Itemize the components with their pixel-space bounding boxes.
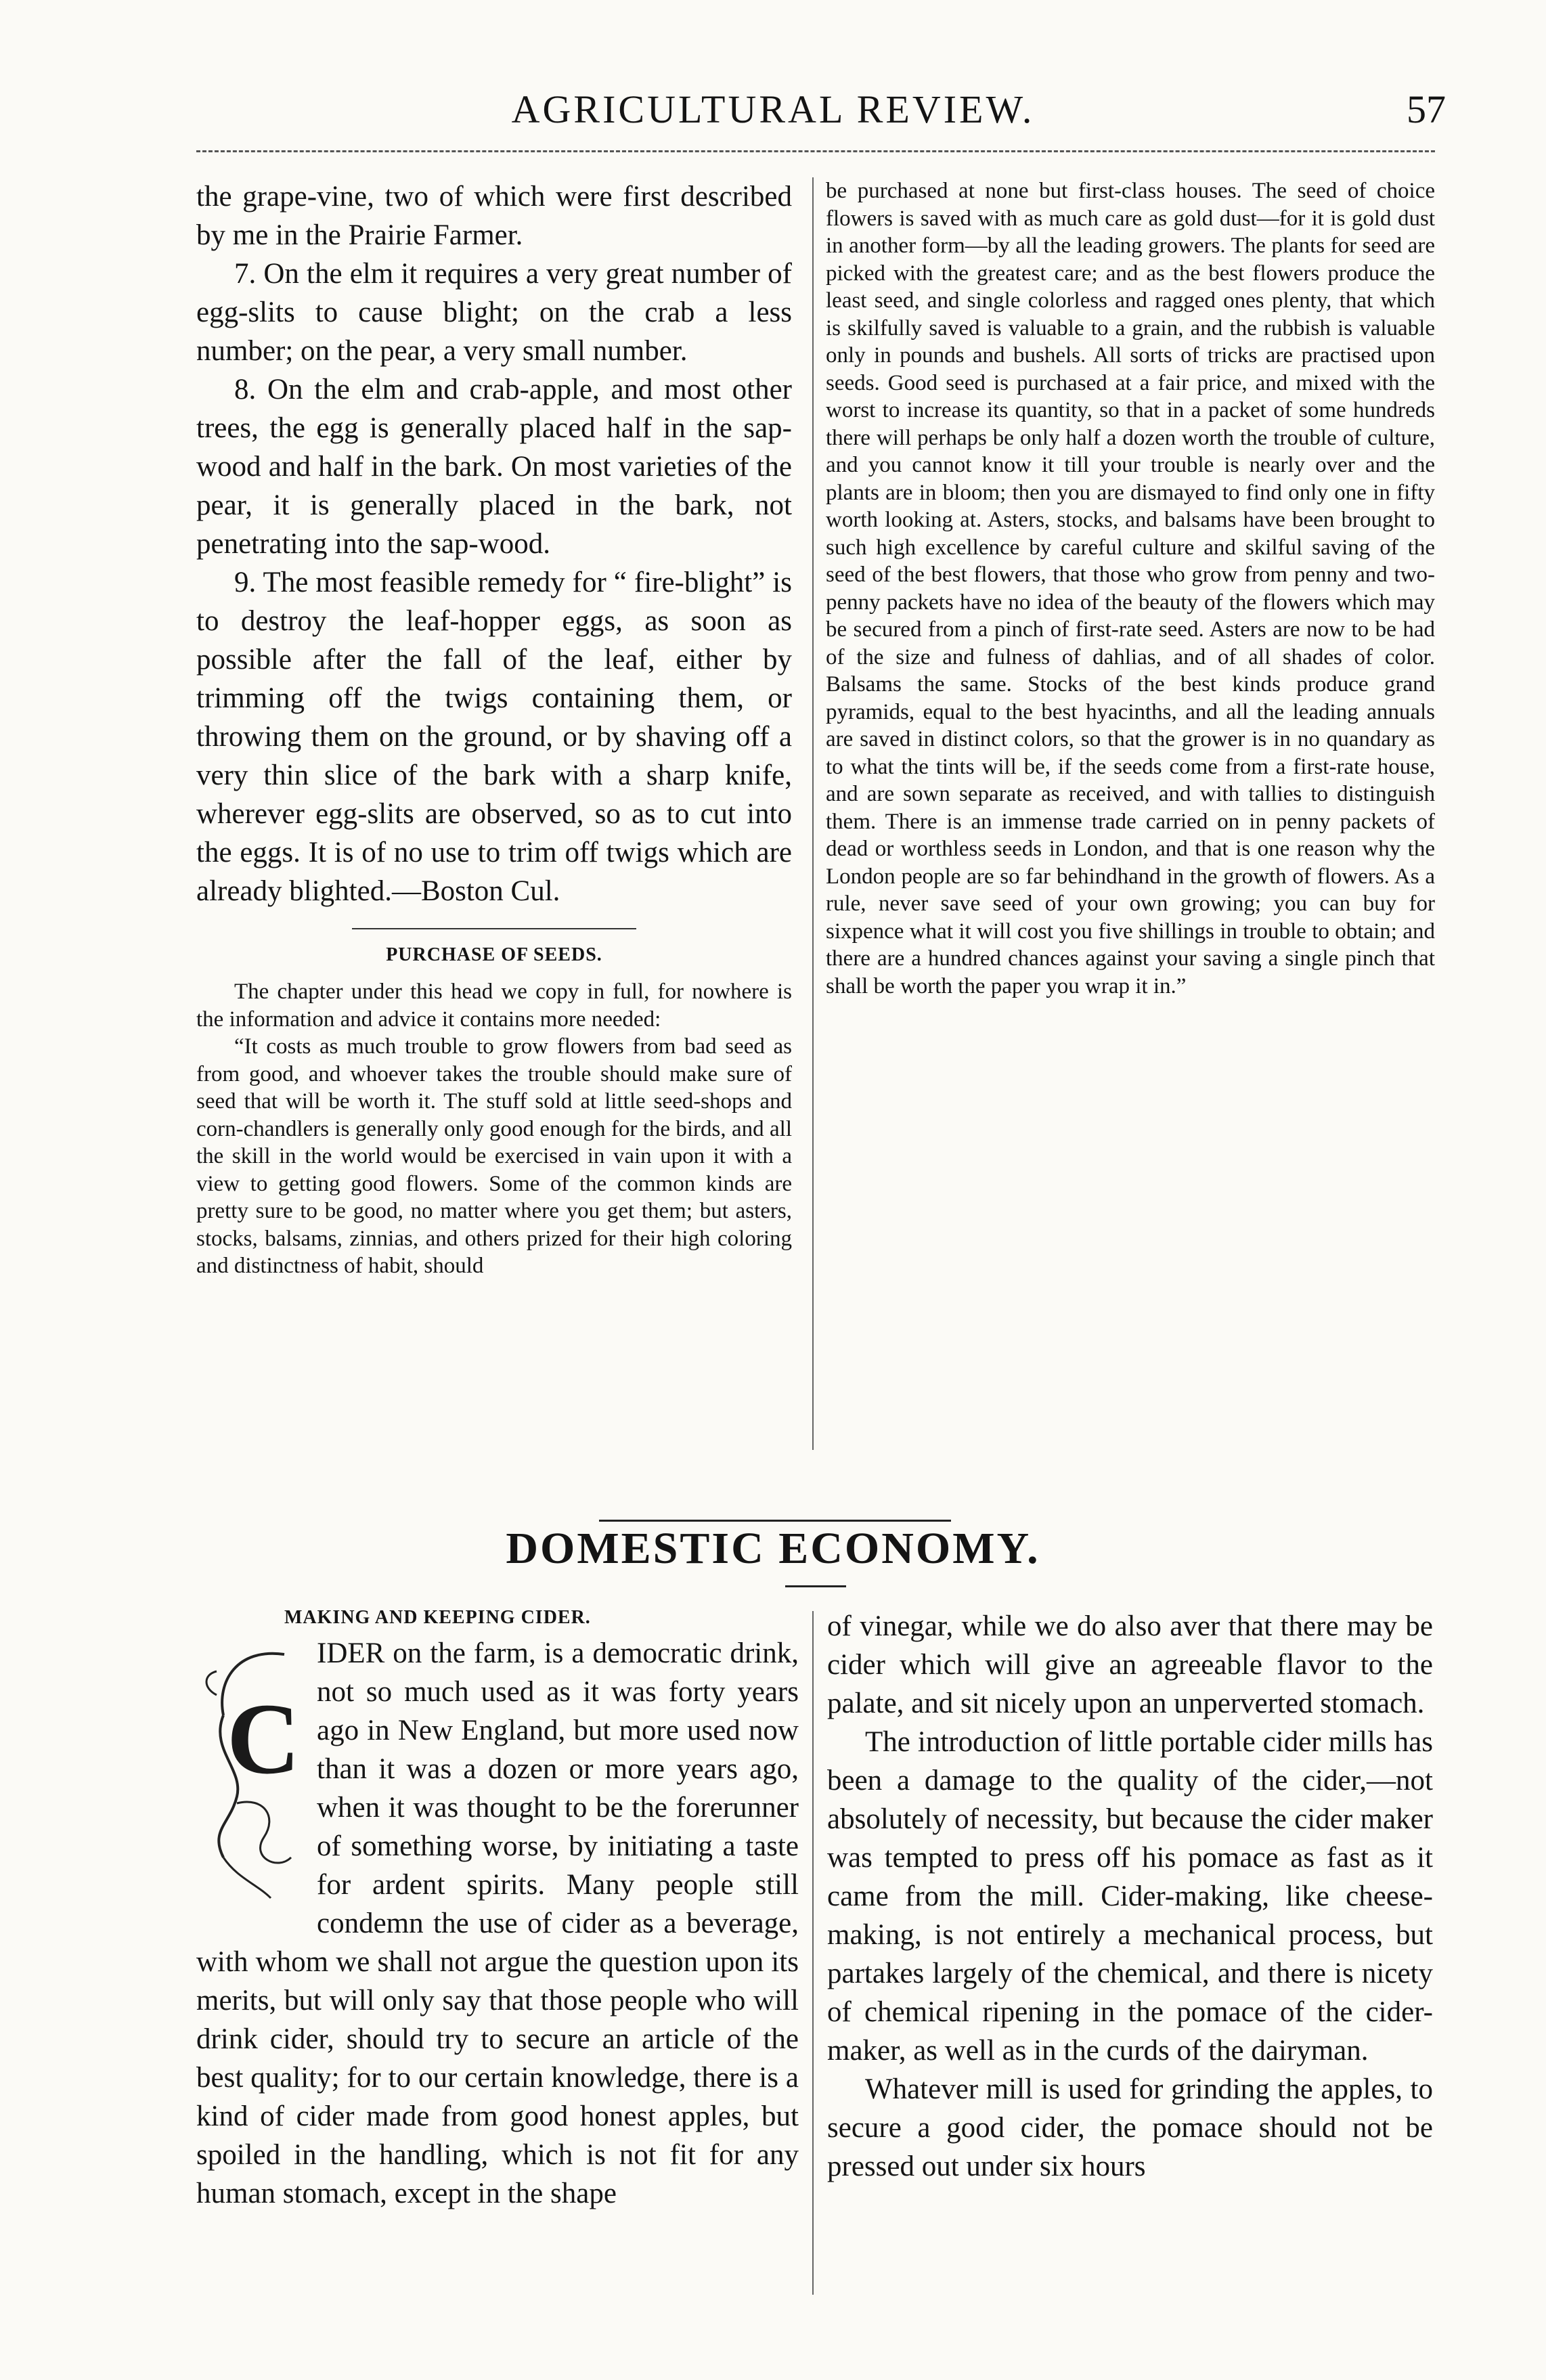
paragraph-portable-mills: The introduction of little portable cider mills has been a damage to the quality of the cider,—not absolutely of necessity, but because the cider maker was tempted to press off his pomace as fast as it came from the mill. Cider-making, like cheese-making, is not entirely a mechanical process, but partakes largely of the chemical, and there is nicety of chemical ripening in the pomace of the cider-maker, as well as in the curds of the dairyman.: [827, 1726, 1433, 2067]
paragraph-grapevine: the grape-vine, two of which were first described by me in the Prairie Farmer.: [196, 181, 792, 251]
top-left-column: [196, 177, 792, 1280]
section-title: DOMESTIC ECONOMY.: [506, 1524, 1040, 1573]
article-divider: [352, 928, 636, 929]
ornamental-dropcap-icon: [196, 1634, 311, 1905]
page-header: [0, 87, 1546, 134]
paragraph-point-9: 9. The most feasible remedy for “ fire-blight” is to destroy the leaf-hopper eggs, as soon as possible after the fall of the leaf, either by trimming off the twigs containing them, or throwing them on the ground, or by shaving off a very thin slice of the bark with a sharp knife, wherever egg-slits are observed, so as to cut into the eggs. It is of no use to trim off twigs which are already blighted.—Boston Cul.: [196, 567, 792, 907]
column-divider-top: [812, 177, 814, 1450]
paragraph-cider-intro: IDER on the farm, is a democratic drink, not so much used as it was forty years ago in New England, but more used now than it was a dozen or more years ago, when it was thought to be the forerunner of something worse, by initiating a taste for ardent spirits. Many people still condemn the use of cider as a beverage, with whom we shall not argue the question upon its merits, but will only say that those people who will drink cider, should try to secure an article of the best quality; for to our certain knowledge, there is a kind of cider made from good honest apples, but spoiled in the handling, which is not fit for any human stomach, except in the shape: [196, 1637, 799, 2209]
paragraph-vinegar: of vinegar, while we do also aver that there may be cider which will give an agreeable flavor to the palate, and sit nicely upon an unperverted stomach.: [827, 1610, 1433, 1719]
paragraph-quote-start: “It costs as much trouble to grow flowers from bad seed as from good, and whoever takes the trouble should make sure of seed that will be worth it. The stuff sold at little seed-shops and corn-chandlers is generally only good enough for the birds, and all the skill in the world would be exercised in vain upon it with a view to getting good flowers. Some of the common kinds are pretty sure to be good, no matter where you get them; but asters, stocks, balsams, zinnias, and others prized for their high coloring and distinctness of habit, should: [196, 1034, 792, 1278]
subhead-making-and-keeping-cider: MAKING AND KEEPING CIDER.: [284, 1607, 591, 1628]
paragraph-intro: The chapter under this head we copy in full, for nowhere is the information and advice it contains more needed:: [196, 979, 792, 1032]
section-underline: [785, 1585, 846, 1587]
bottom-right-column: [827, 1607, 1433, 2186]
top-right-column: [826, 177, 1435, 1000]
header-rule: [196, 150, 1435, 152]
subhead-purchase-of-seeds: PURCHASE OF SEEDS.: [386, 944, 602, 965]
paragraph-point-8: 8. On the elm and crab-apple, and most other trees, the egg is generally placed half in the sap-wood and half in the bark. On most varieties of the pear, it is generally placed in the bark, not penetrating into the sap-wood.: [196, 374, 792, 560]
svg-text:C: C: [227, 1683, 301, 1795]
bottom-left-column: [196, 1607, 799, 2213]
section-rule: [599, 1520, 951, 1522]
paragraph-point-7: 7. On the elm it requires a very great number of egg-slits to cause blight; on the crab a less number; on the pear, a very small number.: [196, 258, 792, 367]
running-title: AGRICULTURAL REVIEW.: [511, 87, 1035, 131]
page-number: 57: [1407, 87, 1446, 131]
paragraph-grinding: Whatever mill is used for grinding the apples, to secure a good cider, the pomace should not be pressed out under six hours: [827, 2073, 1433, 2182]
column-divider-bottom: [812, 1611, 814, 2295]
paragraph-quote-continued: be purchased at none but first-class houses. The seed of choice flowers is saved with as much care as gold dust—for it is gold dust in another form—by all the leading growers. The plants for seed are picked with the greatest care; and as the best flowers produce the least seed, and single colorless and ragged ones plenty, that which is skilfully saved is valuable to a grain, and the rubbish is valuable only in pounds and bushels. All sorts of tricks are practised upon seeds. Good seed is purchased at a fair price, and mixed with the worst to increase its quantity, so that in a packet of some hundreds there will perhaps be only half a dozen worth the trouble of culture, and you cannot know it till your trouble is nearly over and the plants are in bloom; then you are dismayed to find only one in fifty worth looking at. Asters, stocks, and balsams have been brought to such high excellence by careful culture and skilful saving of the seed of the best flowers, that those who grow from penny and two-penny packets have no idea of the beauty of the flowers which may be secured from a pinch of first-rate seed. Asters are now to be had of the size and fulness of dahlias, and of all shades of color. Balsams the same. Stocks of the best kinds produce grand pyramids, equal to the best hyacinths, and all the leading annuals are saved in distinct colors, so that the grower is in no quandary as to what the tints will be, if the seeds come from a first-rate house, and are sown separate as received, and with tallies to distinguish them. There is an immense trade carried on in penny packets of dead or worthless seeds in London, and that is one reason why the London people are so far behindhand in the growth of flowers. As a rule, never save seed of your own growing; you can buy for sixpence what it will cost you five shillings in trouble to obtain; and there are a hundred chances against your saving a single pinch that shall be worth the paper you wrap it in.”: [826, 179, 1435, 998]
